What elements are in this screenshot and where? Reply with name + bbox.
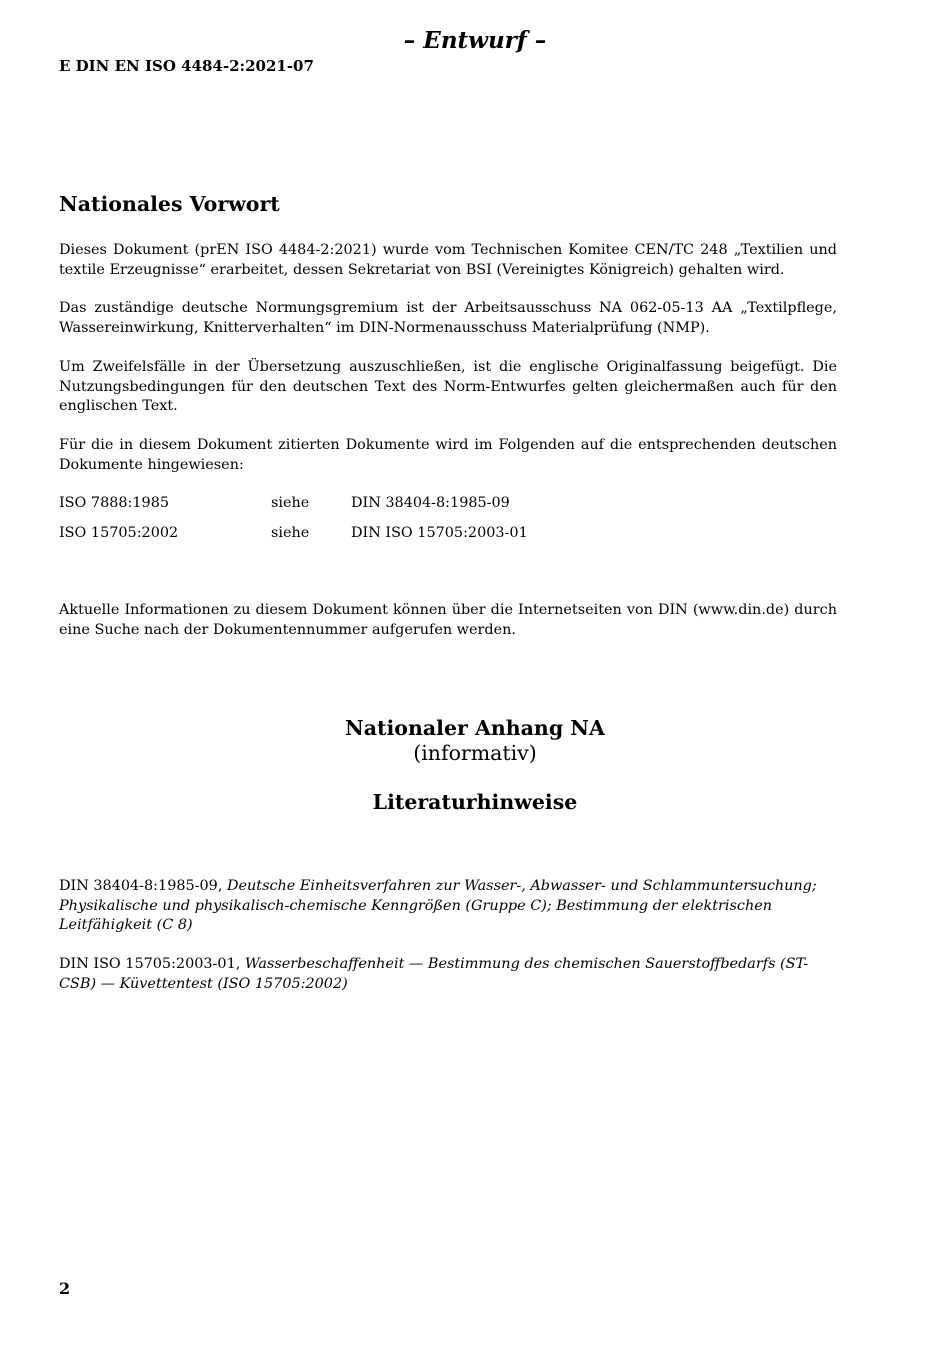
bibliography-entry-number: DIN 38404-8:1985-09, bbox=[59, 878, 227, 894]
foreword-paragraph-1: Dieses Dokument (prEN ISO 4484-2:2021) wurde vom Technischen Komitee CEN/TC 248 „Textilien und textile Erzeugnisse“ erarbeitet, dessen Sekretariat von BSI (Vereinigtes Königreich) gehalten wird. bbox=[59, 242, 837, 278]
reference-row bbox=[59, 523, 837, 543]
page-number: 2 bbox=[59, 1279, 71, 1298]
document-id: E DIN EN ISO 4484-2:2021-07 bbox=[59, 57, 314, 75]
bibliography-entry bbox=[59, 877, 837, 936]
info-paragraph: Aktuelle Informationen zu diesem Dokument können über die Internetseiten von DIN (www.din.de) durch eine Suche nach der Dokumentennummer aufgerufen werden. bbox=[59, 602, 837, 638]
reference-see: siehe bbox=[271, 495, 310, 511]
foreword-paragraph-4: Für die in diesem Dokument zitierten Dokumente wird im Folgenden auf die entsprechenden deutschen Dokumente hingewiesen: bbox=[59, 437, 837, 473]
bibliography-heading: Literaturhinweise bbox=[372, 790, 578, 814]
bibliography-entry bbox=[59, 955, 837, 994]
reference-din: DIN 38404-8:1985-09 bbox=[351, 495, 510, 511]
foreword-paragraph-3: Um Zweifelsfälle in der Übersetzung auszuschließen, ist die englische Originalfassung beigefügt. Die Nutzungsbedingungen für den deutschen Text des Norm-Entwurfes gelten gleichermaßen auch für den englischen Text. bbox=[59, 359, 837, 414]
foreword-paragraph-2: Das zuständige deutsche Normungsgremium ist der Arbeitsausschuss NA 062-05-13 AA „Textilpflege, Wassereinwirkung, Knitterverhalten“ im DIN-Normenausschuss Materialprüfung (NMP). bbox=[59, 300, 837, 336]
reference-row bbox=[59, 493, 837, 513]
bibliography-entry-title: Deutsche Einheitsverfahren zur Wasser-, Abwasser- und Schlammuntersuchung; Physikalische und physikalisch-chemische Kenngrößen (Gruppe C); Bestimmung der elektrischen Leitfähigkeit (C 8) bbox=[59, 878, 817, 933]
reference-din: DIN ISO 15705:2003-01 bbox=[351, 525, 528, 541]
annex-title: Nationaler Anhang NA bbox=[345, 716, 605, 740]
reference-iso: ISO 15705:2002 bbox=[59, 525, 179, 541]
bibliography-entry-number: DIN ISO 15705:2003-01, bbox=[59, 956, 245, 972]
reference-iso: ISO 7888:1985 bbox=[59, 495, 170, 511]
draft-label: – Entwurf – bbox=[403, 27, 547, 54]
reference-see: siehe bbox=[271, 525, 310, 541]
bibliography-entry-title: Wasserbeschaffenheit — Bestimmung des chemischen Sauerstoffbedarfs (ST-CSB) — Küvettentest (ISO 15705:2002) bbox=[59, 956, 809, 992]
foreword-heading: Nationales Vorwort bbox=[59, 192, 280, 216]
annex-subtitle: (informativ) bbox=[413, 741, 537, 765]
